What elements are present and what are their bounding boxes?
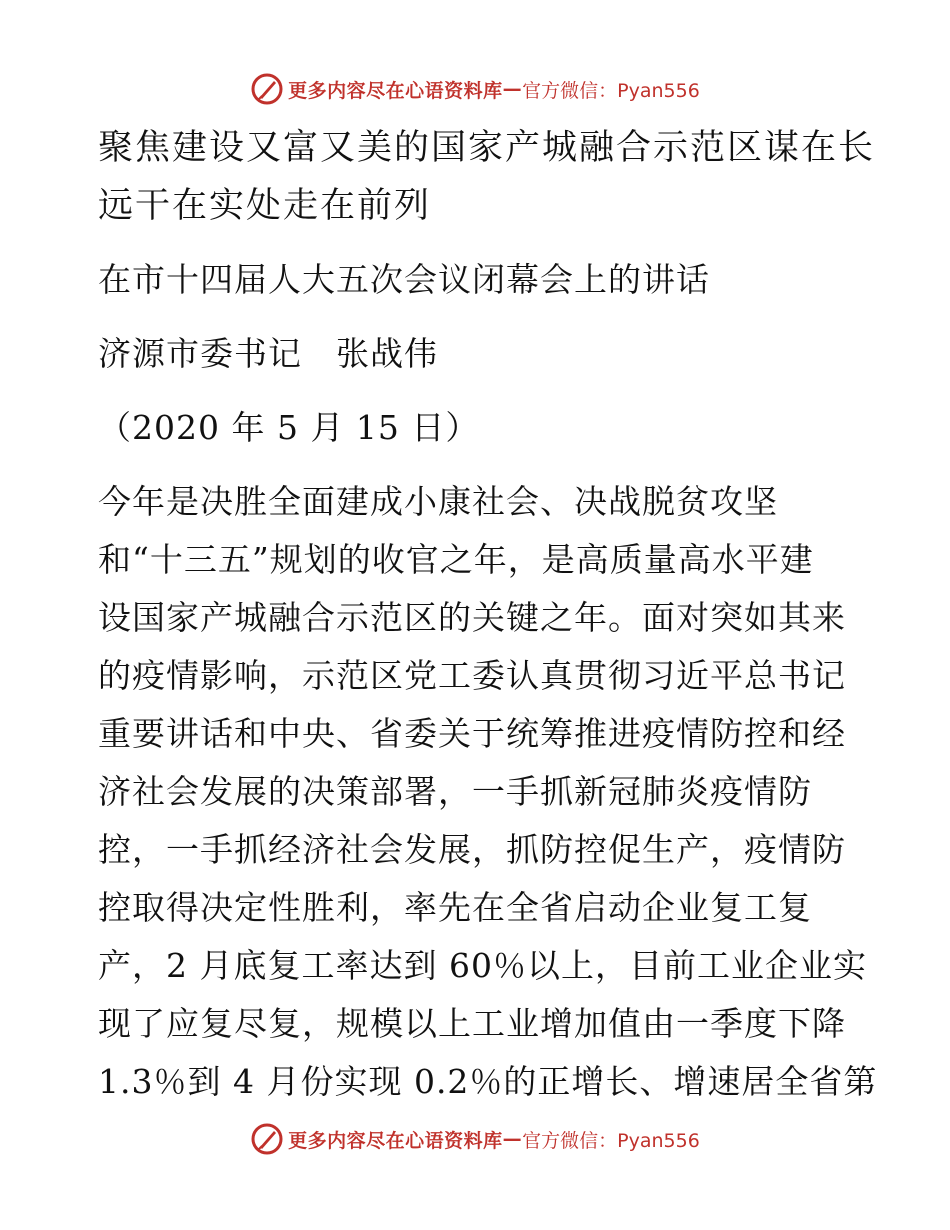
quill-logo-icon [250,1122,284,1156]
body-text-line: 重要讲话和中央、省委关于统筹推进疫情防控和经 [98,714,846,753]
watermark-site-text: 更多内容尽在心语资料库 [288,1129,503,1152]
watermark-site-text: 更多内容尽在心语资料库 [288,79,503,102]
watermark-banner-bottom [0,1122,950,1156]
body-text-line: 1.3％到 4 月份实现 0.2％的正增长、增速居全省第 [98,1062,878,1101]
body-text-line: 产，2 月底复工率达到 60％以上，目前工业企业实 [98,946,867,985]
body-text-line: 设国家产城融合示范区的关键之年。面对突如其来 [98,598,846,637]
body-text-line: 控，一手抓经济社会发展，抓防控促生产，疫情防 [98,830,846,869]
document-title-line-2: 远干在实处走在前列 [98,186,432,226]
watermark-wechat-text: 官方微信：Pyan556 [522,1129,700,1152]
body-text-line: 的疫情影响，示范区党工委认真贯彻习近平总书记 [98,656,846,695]
speech-date: （2020 年 5 月 15 日） [98,408,480,447]
body-text-line: 现了应复尽复，规模以上工业增加值由一季度下降 [98,1004,846,1043]
watermark-separator: — [502,78,523,100]
watermark-wechat-text: 官方微信：Pyan556 [522,79,700,102]
quill-logo-icon [250,72,284,106]
body-text-line: 控取得决定性胜利，率先在全省启动企业复工复 [98,888,812,927]
speaker-line: 济源市委书记 张战伟 [98,334,438,373]
watermark-banner-top [0,72,950,106]
speech-subtitle: 在市十四届人大五次会议闭幕会上的讲话 [98,260,710,299]
body-text-line: 和“十三五”规划的收官之年，是高质量高水平建 [98,540,814,579]
body-text-line: 今年是决胜全面建成小康社会、决战脱贫攻坚 [98,482,778,521]
watermark-separator: — [502,1128,523,1150]
document-title-line-1: 聚焦建设又富又美的国家产城融合示范区谋在长 [98,128,876,168]
body-text-line: 济社会发展的决策部署，一手抓新冠肺炎疫情防 [98,772,812,811]
